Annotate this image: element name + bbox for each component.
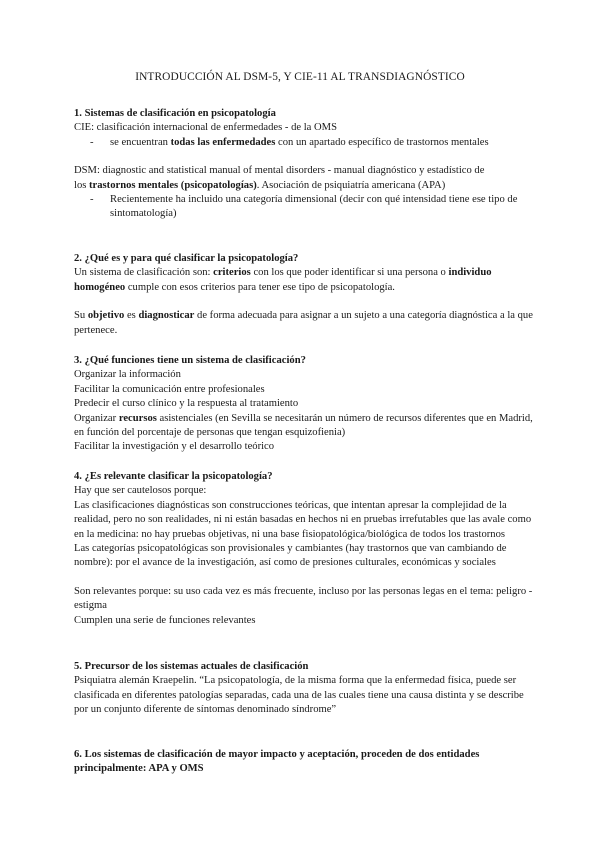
dsm-definition: DSM: diagnostic and statistical manual of mental disorders - manual diagnóstico y estadístico de (74, 165, 485, 177)
section-4-paragraph-1: Las clasificaciones diagnósticas son construcciones teóricas, que intentan apresar la complejidad de la realidad, pero no son realidades, ni ni están basadas en hechos ni en pruebas irrefutables que las avale como en la medicina: no hay pruebas objetivas, ni una base fisiopatológica/biológica de todos los trastornos (74, 499, 532, 540)
cie-bullet: - se encuentran todas las enfermedades con un apartado específico de trastornos mentales (74, 136, 534, 150)
section-6 (74, 748, 534, 777)
section-3-heading: 3. ¿Qué funciones tiene un sistema de clasificación? (74, 355, 306, 366)
function-item: Organizar recursos asistenciales (en Sevilla se necesitarán un número de recursos diferentes que en Madrid, en función del porcentaje de personas que tengan esquizofienia) (74, 412, 533, 439)
function-item: Organizar la información (74, 369, 181, 381)
section-2 (74, 252, 534, 338)
section-4-paragraph-4: Cumplen una serie de funciones relevantes (74, 614, 256, 626)
section-4-heading: 4. ¿Es relevante clasificar la psicopatología? (74, 471, 273, 482)
section-5-paragraph: Psiquiatra alemán Kraepelin. “La psicopatología, de la misma forma que la enfermedad física, puede ser clasificada en diferentes patologías separadas, cada una de las cuales tiene una causa distinta y se describe por un conjunto diferente de síntomas denominado síndrome” (74, 675, 524, 716)
section-3 (74, 354, 534, 455)
function-item: Facilitar la comunicación entre profesionales (74, 383, 265, 395)
dsm-bullet: - Recientemente ha incluido una categoría dimensional (decir con qué intensidad tiene ese tipo de sintomatología) (90, 194, 518, 220)
section-2-paragraph-2: Su objetivo es diagnosticar de forma adecuada para asignar a un sujeto a una categoría diagnóstica a la que pertenece. (74, 310, 533, 336)
section-4-paragraph-3: Son relevantes porque: su uso cada vez es más frecuente, incluso por las personas legas en el tema: peligro - estigma (74, 585, 533, 612)
section-4-paragraph-2: Las categorías psicopatológicas son provisionales y cambiantes (hay trastornos que van cambiando de nombre): por el avance de la investigación, así como de presiones culturales, económicas y sociales (74, 543, 507, 569)
section-4-line: Hay que ser cautelosos porque: (74, 485, 207, 497)
section-2-heading: 2. ¿Qué es y para qué clasificar la psicopatología? (74, 253, 299, 264)
dsm-definition-cont: los trastornos mentales (psicopatologías). Asociación de psiquiatría americana (APA) (74, 179, 446, 191)
cie-definition: CIE: clasificación internacional de enfermedades - de la OMS (74, 122, 337, 134)
document-title: INTRODUCCIÓN AL DSM-5, Y CIE-11 AL TRANSDIAGNÓSTICO (135, 71, 465, 83)
dash-bullet-icon: - (90, 136, 94, 148)
section-2-paragraph-1: Un sistema de clasificación son: criterios con los que poder identificar si una persona o individuo homogéneo cumple con esos criterios para tener ese tipo de psicopatología. (74, 267, 492, 293)
dash-bullet-icon: - (90, 194, 94, 206)
section-5 (74, 660, 534, 718)
section-5-heading: 5. Precursor de los sistemas actuales de clasificación (74, 661, 309, 672)
section-6-heading: 6. Los sistemas de clasificación de mayor impacto y aceptación, proceden de dos entidades principalmente: APA y OMS (74, 749, 480, 775)
section-4 (74, 470, 534, 628)
section-1-heading: 1. Sistemas de clasificación en psicopatología (74, 108, 276, 119)
function-item: Predecir el curso clínico y la respuesta al tratamiento (74, 398, 299, 410)
section-1 (74, 107, 534, 222)
function-item: Facilitar la investigación y el desarrollo teórico (74, 441, 275, 453)
